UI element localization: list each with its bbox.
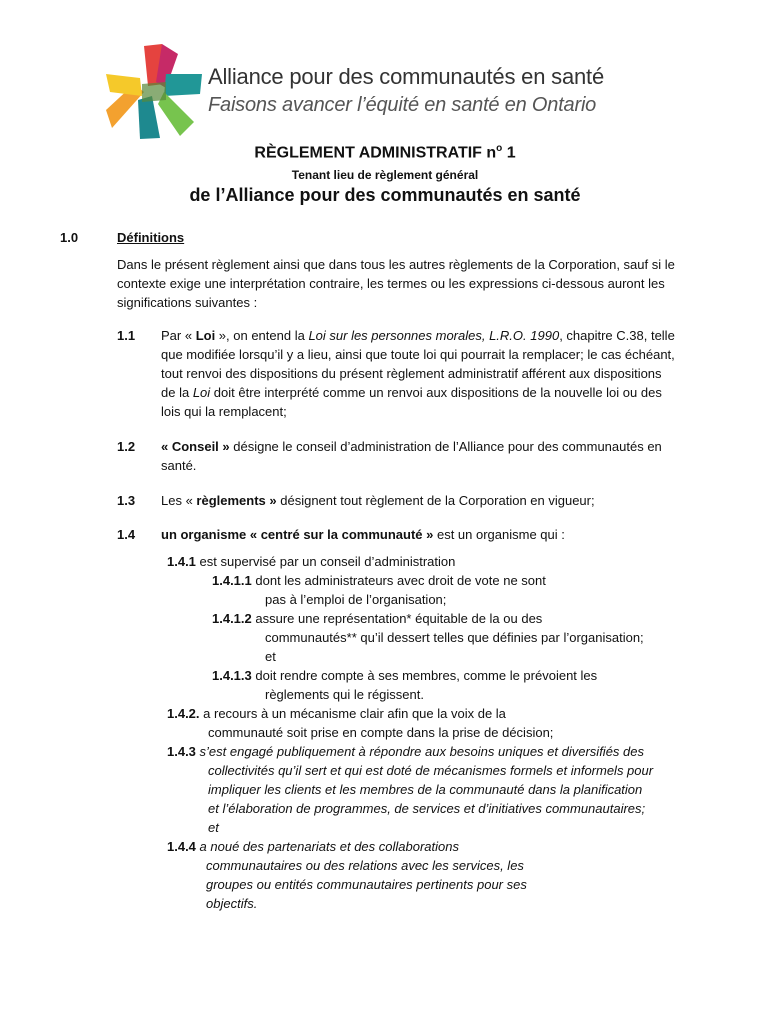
item-text: Les « règlements » désignent tout règlement de la Corporation en vigueur; xyxy=(161,493,595,508)
document-title: RÈGLEMENT ADMINISTRATIF $n^o$ 1 xyxy=(254,143,516,162)
item-number: 1.3 xyxy=(117,493,136,508)
subitem-1-4-1-2-cont2: et xyxy=(265,649,276,664)
subitem-1-4-1: 1.4.1 est supervisé par un conseil d’administration xyxy=(167,554,456,569)
document-subtitle: Tenant lieu de règlement général xyxy=(291,168,479,182)
section-title: Définitions xyxy=(117,230,185,245)
item-number: 1.1 xyxy=(117,328,136,343)
subitem-1-4-4-cont: communautaires ou des relations avec les services, les xyxy=(206,858,524,873)
section-intro: Dans le présent règlement ainsi que dans tous les autres règlements de la Corporation, sauf si le contexte exige une interprétation contraire, les termes ou les expressions ci-dessous auront les significations suivantes : xyxy=(117,257,675,310)
subitem-1-4-3-cont3: et l’élaboration de programmes, de services et d’initiatives communautaires; xyxy=(208,801,646,816)
org-tagline: Faisons avancer l’équité en santé en Ontario xyxy=(208,94,597,116)
subitem-1-4-1-1: 1.4.1.1 dont les administrateurs avec droit de vote ne sont xyxy=(212,573,546,588)
subitem-1-4-1-3-cont: règlements qui le régissent. xyxy=(265,687,424,702)
subitem-1-4-1-2-cont: communautés** qu’il dessert telles que définies par l’organisation; xyxy=(265,630,644,645)
alliance-logo-icon xyxy=(104,44,204,139)
subitem-1-4-3: 1.4.3 s’est engagé publiquement à répondre aux besoins uniques et diversifiés des xyxy=(167,744,644,759)
item-text: Par « Loi », on entend la Loi sur les personnes morales, L.R.O. 1990, chapitre C.38, telle que modifiée lorsqu’il y a lieu, ainsi que toute loi qui pourrait la remplacer; le cas échéant, tout renvoi des dispositions du présent règlement administratif afférent aux dispositions de la Loi doit être interprété comme un renvoi aux dispositions de la nouvelle loi ou des lois qui la remplacent; xyxy=(161,328,675,419)
subitem-1-4-2-cont: communauté soit prise en compte dans la prise de décision; xyxy=(208,725,554,740)
subitem-1-4-1-3: 1.4.1.3 doit rendre compte à ses membres, comme le prévoient les xyxy=(212,668,598,683)
org-name: Alliance pour des communautés en santé xyxy=(208,64,604,89)
subitem-1-4-4-cont2: groupes ou entités communautaires pertinents pour ses xyxy=(206,877,527,892)
item-number: 1.4 xyxy=(117,527,136,542)
subitem-1-4-4-cont3: objectifs. xyxy=(206,896,258,911)
subitem-1-4-4: 1.4.4 a noué des partenariats et des collaborations xyxy=(167,839,459,854)
subitem-1-4-1-1-cont: pas à l’emploi de l’organisation; xyxy=(265,592,447,607)
subitem-1-4-1-2: 1.4.1.2 assure une représentation* équitable de la ou des xyxy=(212,611,543,626)
subitem-1-4-3-cont: collectivités qu’il sert et qui est doté de mécanismes formels et informels pour xyxy=(208,763,654,778)
section-number: 1.0 xyxy=(60,230,79,245)
subitem-1-4-2: 1.4.2. a recours à un mécanisme clair afin que la voix de la xyxy=(167,706,506,721)
item-text: un organisme « centré sur la communauté » est un organisme qui : xyxy=(161,527,565,542)
subitem-1-4-3-cont4: et xyxy=(208,820,219,835)
subitem-1-4-3-cont2: impliquer les clients et les membres de la communauté dans la planification xyxy=(208,782,643,797)
item-number: 1.2 xyxy=(117,439,136,454)
item-text: « Conseil » désigne le conseil d’administration de l’Alliance pour des communautés en santé. xyxy=(161,439,662,473)
document-heading: de l’Alliance pour des communautés en santé xyxy=(189,185,581,205)
